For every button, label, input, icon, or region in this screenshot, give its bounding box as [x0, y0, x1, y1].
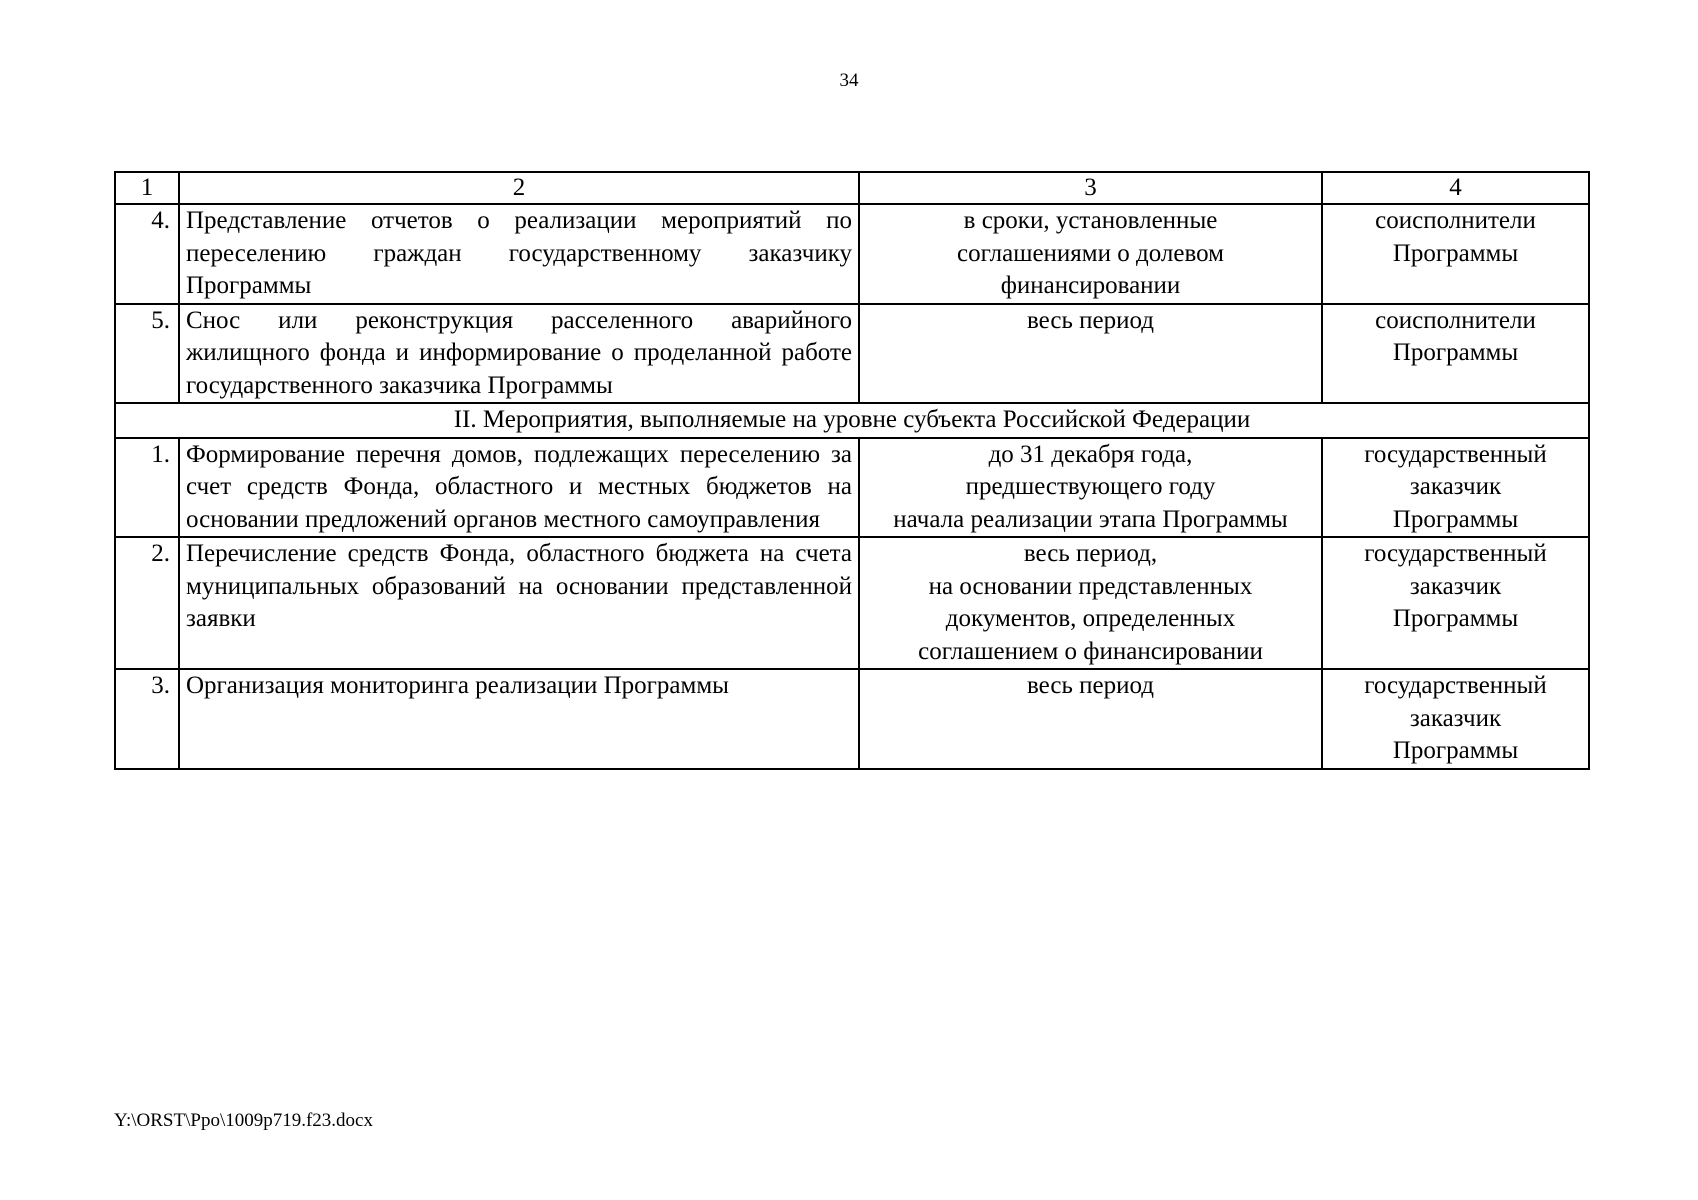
measure-description: Перечисление средств Фонда, областного бюджета на счета муниципальных образований на основании представленной заявки: [179, 537, 859, 669]
responsible-line: государственный: [1364, 440, 1547, 468]
responsible-line: соисполнители: [1375, 207, 1536, 234]
responsible-cell: [1322, 204, 1589, 304]
responsible-line: Программы: [1392, 737, 1519, 764]
measures-table: [114, 171, 1590, 770]
deadline-line: в сроки, установленные: [963, 207, 1218, 234]
deadline-line: соглашениями о долевом: [957, 239, 1224, 267]
deadline-line: до 31 декабря года,: [988, 440, 1193, 468]
measure-description: Организация мониторинга реализации Программы: [179, 669, 859, 769]
page-number: 34: [839, 70, 859, 91]
column-header-4: 4: [1322, 172, 1589, 204]
table-row: [115, 669, 1589, 769]
responsible-line: Программы: [1392, 239, 1519, 267]
table-row: [115, 438, 1589, 538]
responsible-line: Программы: [1392, 605, 1519, 632]
responsible-line: соисполнители: [1375, 306, 1536, 334]
responsible-line: государственный: [1364, 672, 1547, 699]
deadline-line: документов, определенных: [945, 605, 1236, 632]
table-row: [115, 304, 1589, 404]
deadline-cell: [859, 438, 1322, 538]
column-header-3: 3: [859, 172, 1322, 204]
table-row: [115, 204, 1589, 304]
table-header-row: [115, 172, 1589, 204]
measure-description: Представление отчетов о реализации мероприятий по переселению граждан государственному заказчику Программы: [179, 204, 859, 304]
row-number: 3.: [115, 669, 179, 769]
deadline-cell: [859, 204, 1322, 304]
row-number: 2.: [115, 537, 179, 669]
deadline-line: соглашением о финансировании: [918, 637, 1263, 665]
deadline-cell: [859, 669, 1322, 769]
row-number: 4.: [115, 204, 179, 304]
responsible-line: заказчик: [1409, 473, 1502, 500]
responsible-line: Программы: [1392, 505, 1519, 533]
measure-description: Формирование перечня домов, подлежащих переселению за счет средств Фонда, областного и местных бюджетов на основании предложений органов местного самоуправления: [179, 438, 859, 538]
deadline-cell: [859, 304, 1322, 404]
deadline-line: весь период: [1027, 672, 1154, 699]
deadline-line: начала реализации этапа Программы: [893, 505, 1288, 533]
section-header-row: [115, 403, 1589, 438]
responsible-line: Программы: [1392, 339, 1519, 366]
deadline-line: финансировании: [1000, 272, 1181, 299]
section-title: II. Мероприятия, выполняемые на уровне субъекта Российской Федерации: [115, 403, 1589, 438]
responsible-line: заказчик: [1409, 572, 1502, 600]
responsible-line: государственный: [1364, 540, 1547, 567]
deadline-line: предшествующего году: [965, 473, 1216, 500]
measure-description: Снос или реконструкция расселенного аварийного жилищного фонда и информирование о проделанной работе государственного заказчика Программы: [179, 304, 859, 404]
responsible-cell: [1322, 537, 1589, 669]
responsible-cell: [1322, 669, 1589, 769]
responsible-cell: [1322, 438, 1589, 538]
column-header-1: 1: [115, 172, 179, 204]
deadline-line: весь период: [1027, 306, 1154, 334]
responsible-cell: [1322, 304, 1589, 404]
responsible-line: заказчик: [1409, 704, 1502, 732]
column-header-2: 2: [179, 172, 859, 204]
deadline-cell: [859, 537, 1322, 669]
row-number: 1.: [115, 438, 179, 538]
file-path-footer: Y:\ORST\Ppo\1009p719.f23.docx: [114, 1110, 373, 1131]
table-row: [115, 537, 1589, 669]
deadline-line: весь период,: [1023, 540, 1158, 567]
deadline-line: на основании представленных: [928, 572, 1253, 600]
row-number: 5.: [115, 304, 179, 404]
